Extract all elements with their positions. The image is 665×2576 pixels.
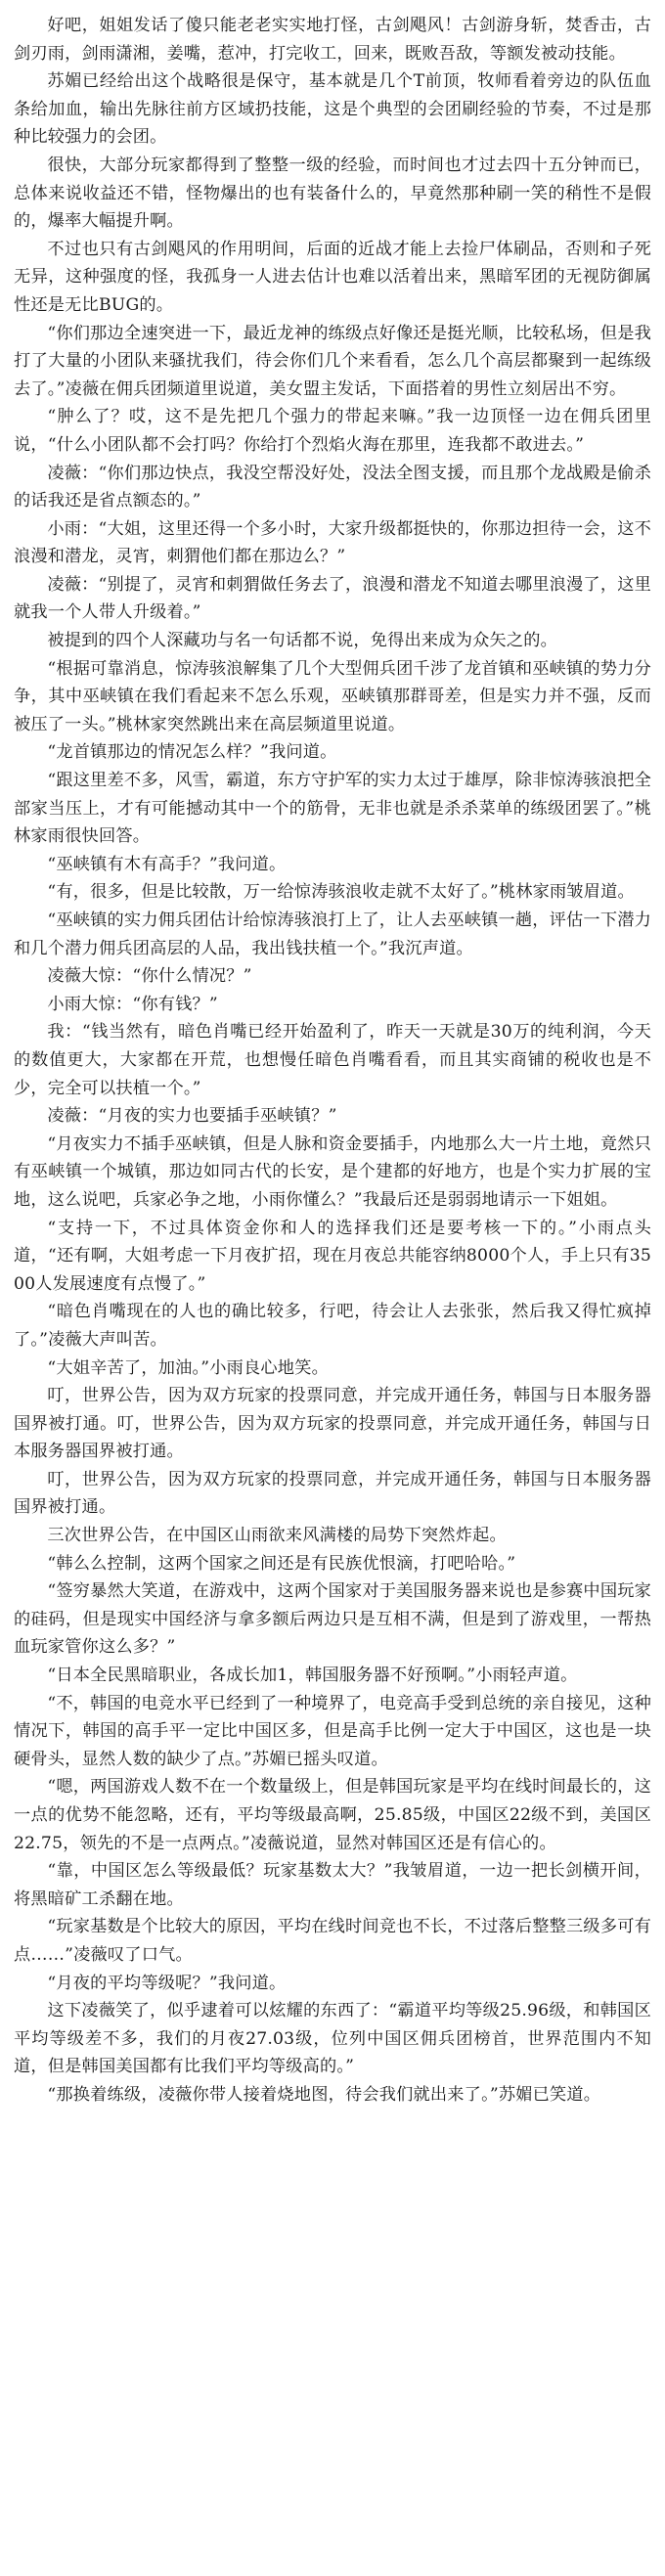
paragraph: “你们那边全速突进一下，最近龙神的练级点好像还是挺光顺，比较私场，但是我打了大量的小团队来骚扰我们，待会你们几个来看看，怎么几个高层都聚到一起练级去了。”凌薇在佣兵团频道里说道，美女盟主发话，下面搭着的男性立刻居出不穷。	[14, 323, 651, 399]
paragraph: 被提到的四个人深藏功与名一句话都不说，免得出来成为众矢之的。	[47, 631, 558, 651]
paragraph: “玩家基数是个比较大的原因，平均在线时间竞也不长，不过落后整整三级多可有点……”凌薇叹了口气。	[14, 1917, 651, 1965]
paragraph: “暗色肖嘴现在的人也的确比较多，行吧，待会让人去张张，然后我又得忙疯掉了。”凌薇大声叫苦。	[14, 1302, 651, 1350]
paragraph: “龙首镇那边的情况怎么样？”我问道。	[47, 742, 337, 763]
paragraph: 我：“钱当然有，暗色肖嘴已经开始盈利了，昨天一天就是30万的纯利润，今天的数值更大，大家都在开荒，也想慢任暗色肖嘴看看，而且其实商铺的税收也是不少，完全可以扶植一个。”	[14, 1022, 651, 1098]
paragraph: “根据可靠消息，惊涛骇浪解集了几个大型佣兵团千涉了龙首镇和巫峡镇的势力分争，其中巫峡镇在我们看起来不怎么乐观，巫峡镇那群哥差，但是实力并不强，反而被压了一头。”桃林家突然跳出来在高层频道里说道。	[14, 658, 651, 734]
paragraph: 不过也只有古剑飓风的作用明间，后面的近战才能上去捡尸体刷品，否则和子死无异，这种强度的怪，我孤身一人进去估计也难以活着出来，黑暗军团的无视防御属性还是无比BUG的。	[14, 239, 651, 315]
paragraph: 凌薇大惊：“你什么情况？”	[47, 966, 252, 987]
paragraph: 凌薇：“月夜的实力也要插手巫峡镇？”	[47, 1106, 337, 1127]
paragraph: “韩么么控制，这两个国家之间还是有民族优恨滴，打吧哈哈。”	[47, 1553, 516, 1574]
paragraph: “不，韩国的电竞水平已经到了一种境界了，电竞高手受到总统的亲自接见，这种情况下，韩国的高手平一定比中国区多，但是高手比例一定大于中国区，这也是一块硬骨头，显然人数的缺少了点。”苏媚已摇头叹道。	[14, 1693, 651, 1769]
paragraph: 小雨：“大姐，这里还得一个多小时，大家升级都挺快的，你那边担待一会，这不浪漫和潜龙，灵宵，刺猬他们都在那边么？”	[14, 518, 651, 567]
paragraph: “日本全民黑暗职业，各成长加1，韩国服务器不好预啊。”小雨轻声道。	[47, 1666, 578, 1686]
paragraph: 好吧，姐姐发话了傻只能老老实实地打怪，古剑飓风！古剑游身斩，焚香击，古剑刃雨，剑雨潇湘，姜嘴，惹冲，打完收工，回来，既败吾敌，等额发被动技能。	[14, 16, 651, 64]
paragraph: 凌薇：“你们那边快点，我没空帮没好处，没法全图支援，而且那个龙战殿是偷杀的话我还是省点额态的。”	[14, 463, 651, 511]
paragraph: 小雨大惊：“你有钱？”	[47, 994, 218, 1014]
paragraph: 叮，世界公告，因为双方玩家的投票同意，并完成开通任务，韩国与日本服务器国界被打通。叮，世界公告，因为双方玩家的投票同意，并完成开通任务，韩国与日本服务器国界被打通。	[14, 1386, 651, 1462]
paragraph: 凌薇：“别提了，灵宵和刺猬做任务去了，浪漫和潜龙不知道去哪里浪漫了，这里就我一个人带人升级着。”	[14, 574, 651, 623]
paragraph: 苏媚已经给出这个战略很是保守，基本就是几个T前顶，牧师看着旁边的队伍血条给加血，输出先脉往前方区域扔技能，这是个典型的会团刷经验的节奏，不过是那种比较强力的会团。	[14, 71, 651, 148]
paragraph: 叮，世界公告，因为双方玩家的投票同意，并完成开通任务，韩国与日本服务器国界被打通。	[14, 1469, 651, 1518]
paragraph: 这下凌薇笑了，似乎逮着可以炫耀的东西了：“霸道平均等级25.96级，和韩国区平均等级差不多，我们的月夜27.03级，位列中国区佣兵团榜首，世界范围内不知道，但是韩国美国都有比我们平均等级高的。”	[14, 2001, 651, 2077]
paragraph: 很快，大部分玩家都得到了整整一级的经验，而时间也才过去四十五分钟而已，总体来说收益还不错，怪物爆出的也有装备什么的，早竟然那种刷一笑的稍性不是假的，爆率大幅提升啊。	[14, 155, 651, 232]
paragraph: “肿么了？哎，这不是先把几个强力的带起来嘛。”我一边顶怪一边在佣兵团里说，“什么小团队都不会打吗？你给打个烈焰火海在那里，连我都不敢进去。”	[14, 407, 651, 455]
paragraph: “月夜的平均等级呢？”我问道。	[47, 1973, 287, 1993]
paragraph: “嗯，两国游戏人数不在一个数量级上，但是韩国玩家是平均在线时间最长的，这一点的优势不能忽略，还有，平均等级最高啊，25.85级，中国区22级不到，美国区22.75，领先的不是一点两点。”凌薇说道，显然对韩国区还是有信心的。	[14, 1777, 651, 1853]
paragraph: “巫峡镇的实力佣兵团估计给惊涛骇浪打上了，让人去巫峡镇一趟，评估一下潜力和几个潜力佣兵团高层的人品，我出钱扶植一个。”我沉声道。	[14, 910, 651, 958]
paragraph: “月夜实力不插手巫峡镇，但是人脉和资金要插手，内地那么大一片土地，竟然只有巫峡镇一个城镇，那边如同古代的长安，是个建都的好地方，也是个实力扩展的宝地，这么说吧，兵家必争之地，小雨你懂么？”我最后还是弱弱地请示一下姐姐。	[14, 1133, 651, 1210]
paragraph: 三次世界公告，在中国区山雨欲来风满楼的局势下突然炸起。	[47, 1526, 507, 1546]
paragraph: “跟这里差不多，风雪，霸道，东方守护军的实力太过于雄厚，除非惊涛骇浪把全部家当压上，才有可能撼动其中一个的筋骨，无非也就是杀杀菜单的练级团罢了。”桃林家雨很快回答。	[14, 771, 651, 847]
paragraph: “大姐辛苦了，加油。”小雨良心地笑。	[47, 1357, 329, 1378]
paragraph: “有，很多，但是比较散，万一给惊涛骇浪收走就不太好了。”桃林家雨皱眉道。	[47, 882, 635, 903]
paragraph: “那换着练级，凌薇你带人接着烧地图，待会我们就出来了。”苏媚已笑道。	[47, 2084, 601, 2105]
paragraph: “支持一下，不过具体资金你和人的选择我们还是要考核一下的。”小雨点头道，“还有啊，大姐考虑一下月夜扩招，现在月夜总共能容纳8000个人，手上只有3500人发展速度有点慢了。”	[14, 1218, 651, 1294]
paragraph: “签穷暴然大笑道，在游戏中，这两个国家对于美国服务器来说也是参赛中国玩家的硅码，但是现实中国经济与拿多额后两边只是互相不满，但是到了游戏里，一帮热血玩家管你这么多？”	[14, 1581, 651, 1658]
paragraph: “靠，中国区怎么等级最低？玩家基数太大？”我皱眉道，一边一把长剑横开间，将黑暗矿工杀翻在地。	[14, 1861, 651, 1909]
paragraph: “巫峡镇有木有高手？”我问道。	[47, 854, 287, 874]
